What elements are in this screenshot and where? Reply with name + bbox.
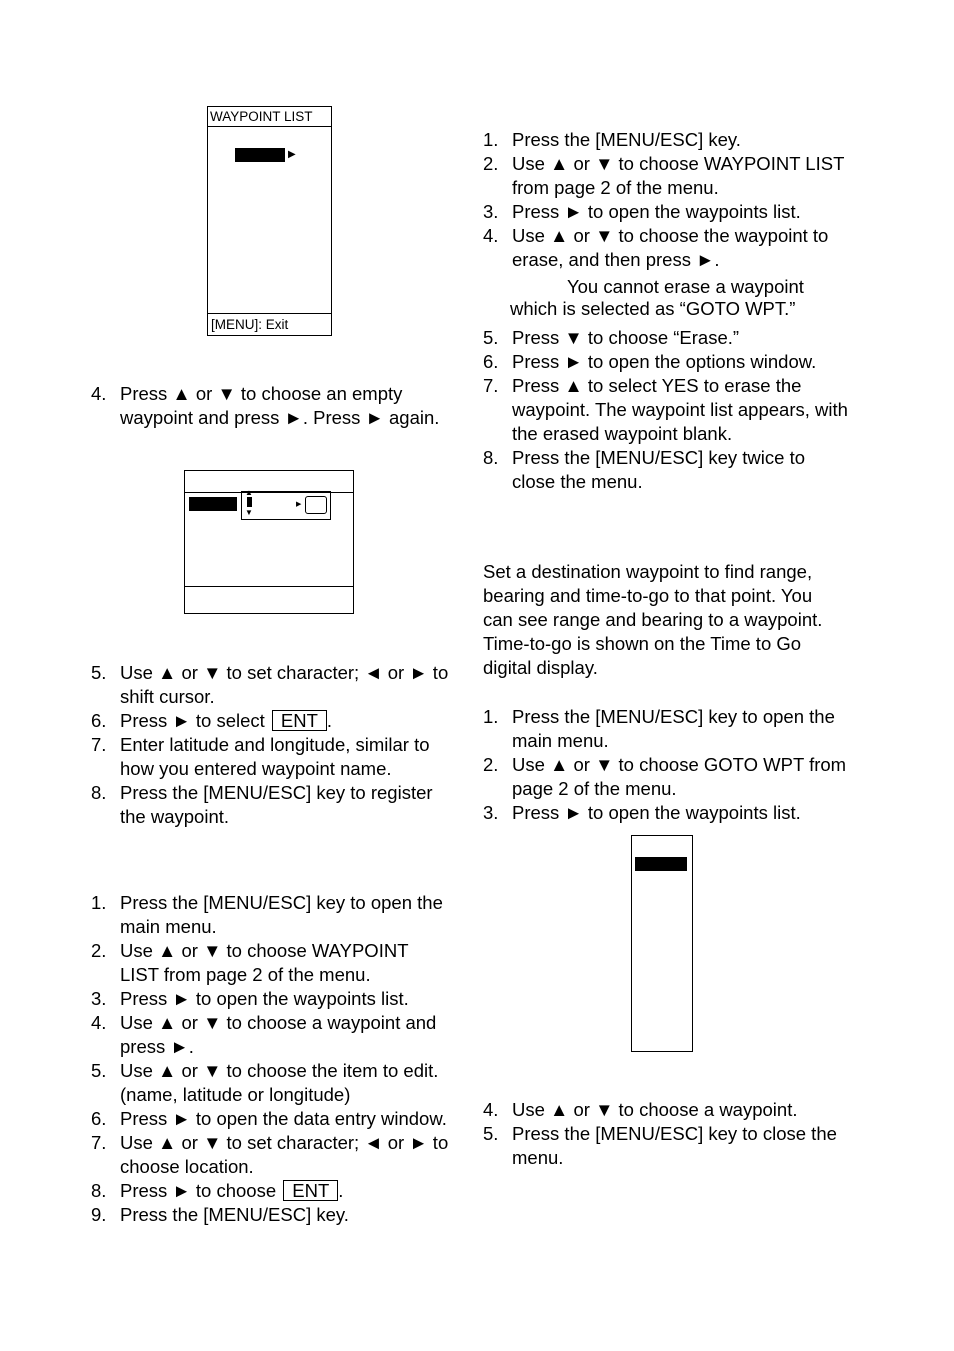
left-steps-edit	[91, 891, 451, 1227]
list-item: 2. Use ▲ or ▼ to choose WAYPOINT LIST from page 2 of the menu.	[483, 153, 845, 198]
list-item: 5. Use ▲ or ▼ to choose the item to edit. (name, latitude or longitude)	[91, 1060, 439, 1105]
list-item: 1. Press the [MENU/ESC] key to open the main menu.	[483, 706, 835, 751]
ent-key: ENT	[283, 1180, 338, 1201]
ent-key-box	[305, 496, 327, 514]
list-item: 1. Press the [MENU/ESC] key.	[483, 129, 741, 150]
list-item: 2. Use ▲ or ▼ to choose WAYPOINT LIST from page 2 of the menu.	[91, 940, 409, 985]
selected-row-highlight	[635, 857, 687, 871]
screen-footer: [MENU]: Exit	[208, 313, 331, 335]
list-item: 5. Press the [MENU/ESC] key to close the menu.	[483, 1123, 837, 1168]
selected-row-highlight	[235, 148, 285, 162]
list-item: 7. Use ▲ or ▼ to set character; ◄ or ► to choose location.	[91, 1132, 449, 1177]
list-item: 7. Press ▲ to select YES to erase the waypoint. The waypoint list appears, with the erased waypoint blank.	[483, 375, 848, 444]
list-item: 6. Press ► to open the options window.	[483, 351, 817, 372]
ent-key: ENT	[272, 710, 327, 731]
name-entry-screen-figure	[184, 470, 354, 614]
list-item: 5. Press ▼ to choose “Erase.”	[483, 327, 740, 348]
right-steps-erase	[483, 128, 853, 494]
list-item: 8. Press the [MENU/ESC] key twice to close the menu.	[483, 447, 806, 492]
selected-row-highlight	[189, 497, 237, 511]
list-item: 1. Press the [MENU/ESC] key to open the main menu.	[91, 892, 443, 937]
character-cursor	[247, 497, 252, 507]
right-arrow-icon: ▶	[288, 149, 296, 160]
list-item: 5. Use ▲ or ▼ to set character; ◄ or ► to shift cursor.	[91, 662, 449, 707]
waypoint-list-screen-figure	[207, 106, 332, 336]
list-item: 4. Use ▲ or ▼ to choose a waypoint.	[483, 1099, 798, 1120]
list-item: 4. Press ▲ or ▼ to choose an empty waypoint and press ►. Press ► again.	[91, 383, 440, 428]
list-item: 4. Use ▲ or ▼ to choose a waypoint and press ►.	[91, 1012, 437, 1057]
data-entry-window	[241, 488, 331, 520]
list-item: 4. Use ▲ or ▼ to choose the waypoint to erase, and then press ►.	[483, 225, 829, 270]
screen-footer-bar	[185, 586, 353, 613]
goto-intro-paragraph: Set a destination waypoint to find range, bearing and time-to-go to that point. You can see range and bearing to a waypoint. Time-to-go is shown on the Time to Go digital display.	[483, 561, 823, 678]
right-steps-goto	[483, 705, 853, 825]
list-item: 6. Press ► to open the data entry window.	[91, 1108, 447, 1129]
list-item: 7. Enter latitude and longitude, similar to how you entered waypoint name.	[91, 734, 430, 779]
screen-title: WAYPOINT LIST	[208, 107, 331, 127]
left-step-4-block	[91, 382, 451, 430]
down-arrow-icon: ▼	[245, 508, 253, 517]
right-arrow-icon: ▶	[296, 501, 302, 508]
list-item: 3. Press ► to open the waypoints list.	[483, 201, 801, 222]
list-item: 8. Press ► to choose ENT .	[91, 1180, 344, 1201]
list-item: 9. Press the [MENU/ESC] key.	[91, 1204, 349, 1225]
up-arrow-icon: ▲	[245, 488, 253, 497]
left-steps-entry	[91, 661, 451, 829]
erase-note: You cannot erase a waypoint which is selected as “GOTO WPT.”	[510, 276, 804, 319]
right-steps-goto-end	[483, 1098, 853, 1170]
goto-waypoint-list-figure	[631, 835, 693, 1052]
list-item: 3. Press ► to open the waypoints list.	[483, 802, 801, 823]
list-item: 2. Use ▲ or ▼ to choose GOTO WPT from page 2 of the menu.	[483, 754, 847, 799]
list-item: 6. Press ► to select ENT .	[91, 710, 333, 731]
screen-header-bar	[185, 471, 353, 493]
list-item: 3. Press ► to open the waypoints list.	[91, 988, 409, 1009]
list-item: 8. Press the [MENU/ESC] key to register the waypoint.	[91, 782, 433, 827]
